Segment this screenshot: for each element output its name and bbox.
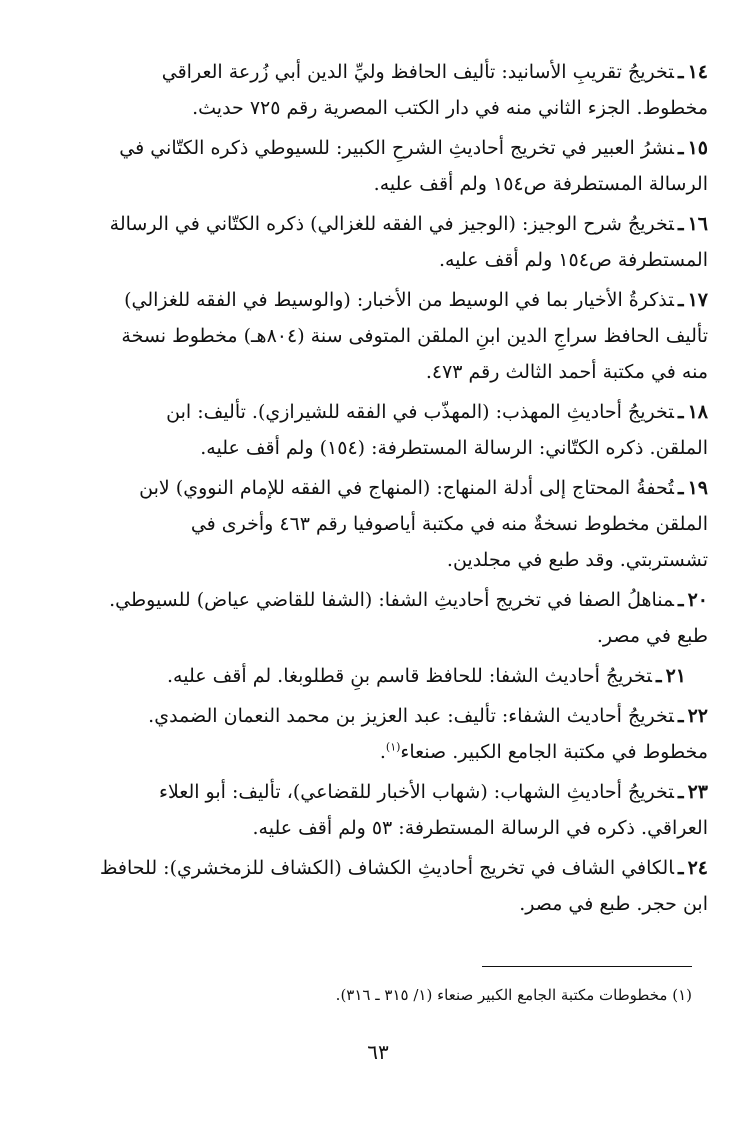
list-item [52,206,708,278]
list-item [52,774,708,846]
item-text-line: تخريجُ أحاديثِ الشهاب: (شهاب الأخبار للقضاعي)، تأليف: أبو العلاء [159,781,674,803]
item-text-line: ابن حجر. طبع في مصر. [519,893,708,915]
footnote-reference-tail: . [379,741,386,763]
item-separator: ـ [678,857,684,879]
footnote-reference: (١) [385,740,401,754]
item-separator: ـ [678,589,684,611]
item-text-line: الملقن. ذكره الكتّاني: الرسالة المستطرفة: (١٥٤) ولم أقف عليه. [200,437,708,459]
item-number: ٢٠ [687,589,708,611]
item-text-line: المستطرفة ص١٥٤ ولم أقف عليه. [438,249,708,271]
item-separator: ـ [678,61,684,83]
item-text-line: تأليف الحافظ سراجِ الدين ابنِ الملقن المتوفى سنة (٨٠٤هـ) مخطوط نسخة [121,325,708,347]
item-number: ١٥ [687,137,708,159]
list-item [52,582,708,654]
item-text-line: تذكرةُ الأخيار بما في الوسيط من الأخبار: (والوسيط في الفقه للغزالي) [124,289,674,311]
list-item [52,130,708,202]
item-number: ٢٢ [687,705,708,727]
item-text-line: نشرُ العبير في تخريج أحاديثِ الشرحِ الكبير: للسيوطي ذكره الكتّاني في [119,137,674,159]
item-text-line: تُحفةُ المحتاج إلى أدلة المنهاج: (المنهاج في الفقه للإمام النووي) لابن [139,477,674,499]
bibliography-list [52,54,708,926]
item-separator: ـ [678,477,684,499]
footnote: (١) مخطوطات مكتبة الجامع الكبير صنعاء (١/ ٣١٥ ـ ٣١٦). [335,986,692,1004]
item-separator: ـ [678,401,684,423]
item-text-line: العراقي. ذكره في الرسالة المستطرفة: ٥٣ ولم أقف عليه. [252,817,708,839]
page-number: ٦٣ [367,1040,389,1064]
list-item [52,282,708,390]
item-number: ٢٤ [687,857,708,879]
item-text-line: تخريجُ أحاديث الشفاء: تأليف: عبد العزيز بن محمد النعمان الضمدي. [148,705,674,727]
item-text-line-content: مخطوط في مكتبة الجامع الكبير. صنعاء [400,741,708,763]
item-text-line: الكافي الشاف في تخريج أحاديثِ الكشاف (الكشاف للزمخشري): للحافظ [99,857,674,879]
item-number: ٢٣ [687,781,708,803]
footnote-divider [482,966,692,967]
list-item [52,470,708,578]
item-separator: ـ [678,137,684,159]
item-text-line: منه في مكتبة أحمد الثالث رقم ٤٧٣. [425,361,708,383]
item-text-line [52,734,708,770]
item-separator: ـ [678,289,684,311]
item-number: ١٤ [687,61,708,83]
item-text-line: طبع في مصر. [596,625,708,647]
item-text-line: مخطوط. الجزء الثاني منه في دار الكتب المصرية رقم ٧٢٥ حديث. [192,97,708,119]
item-separator: ـ [678,213,684,235]
item-text-line: تخريجُ تقريبِ الأسانيد: تأليف الحافظ وليِّ الدين أبي زُرعة العراقي [161,61,674,83]
item-text-line: تخريجُ أحاديث الشفا: للحافظ قاسم بنِ قطلوبغا. لم أقف عليه. [167,665,652,687]
item-number: ١٨ [687,401,708,423]
item-separator: ـ [678,705,684,727]
list-item [52,698,708,770]
item-text-line: تخريجُ أحاديثِ المهذب: (المهذّب في الفقه للشيرازي). تأليف: ابن [166,401,674,423]
item-text-line: الرسالة المستطرفة ص١٥٤ ولم أقف عليه. [373,173,708,195]
item-number: ١٩ [687,477,708,499]
item-number: ٢١ [665,665,686,687]
item-separator: ـ [678,781,684,803]
item-number: ١٧ [687,289,708,311]
item-text-line: مناهلُ الصفا في تخريج أحاديثِ الشفا: (الشفا للقاضي عياض) للسيوطي. [109,589,674,611]
item-text-line: تخريجُ شرح الوجيز: (الوجيز في الفقه للغزالي) ذكره الكتّاني في الرسالة [109,213,674,235]
list-item [52,850,708,922]
list-item [52,54,708,126]
item-number: ١٦ [687,213,708,235]
list-item [52,658,708,694]
list-item [52,394,708,466]
item-text-line: تشستربتي. وقد طبع في مجلدين. [446,549,708,571]
item-text-line: الملقن مخطوط نسخةٌ منه في مكتبة أياصوفيا رقم ٤٦٣ وأخرى في [190,513,708,535]
item-separator: ـ [656,665,662,687]
